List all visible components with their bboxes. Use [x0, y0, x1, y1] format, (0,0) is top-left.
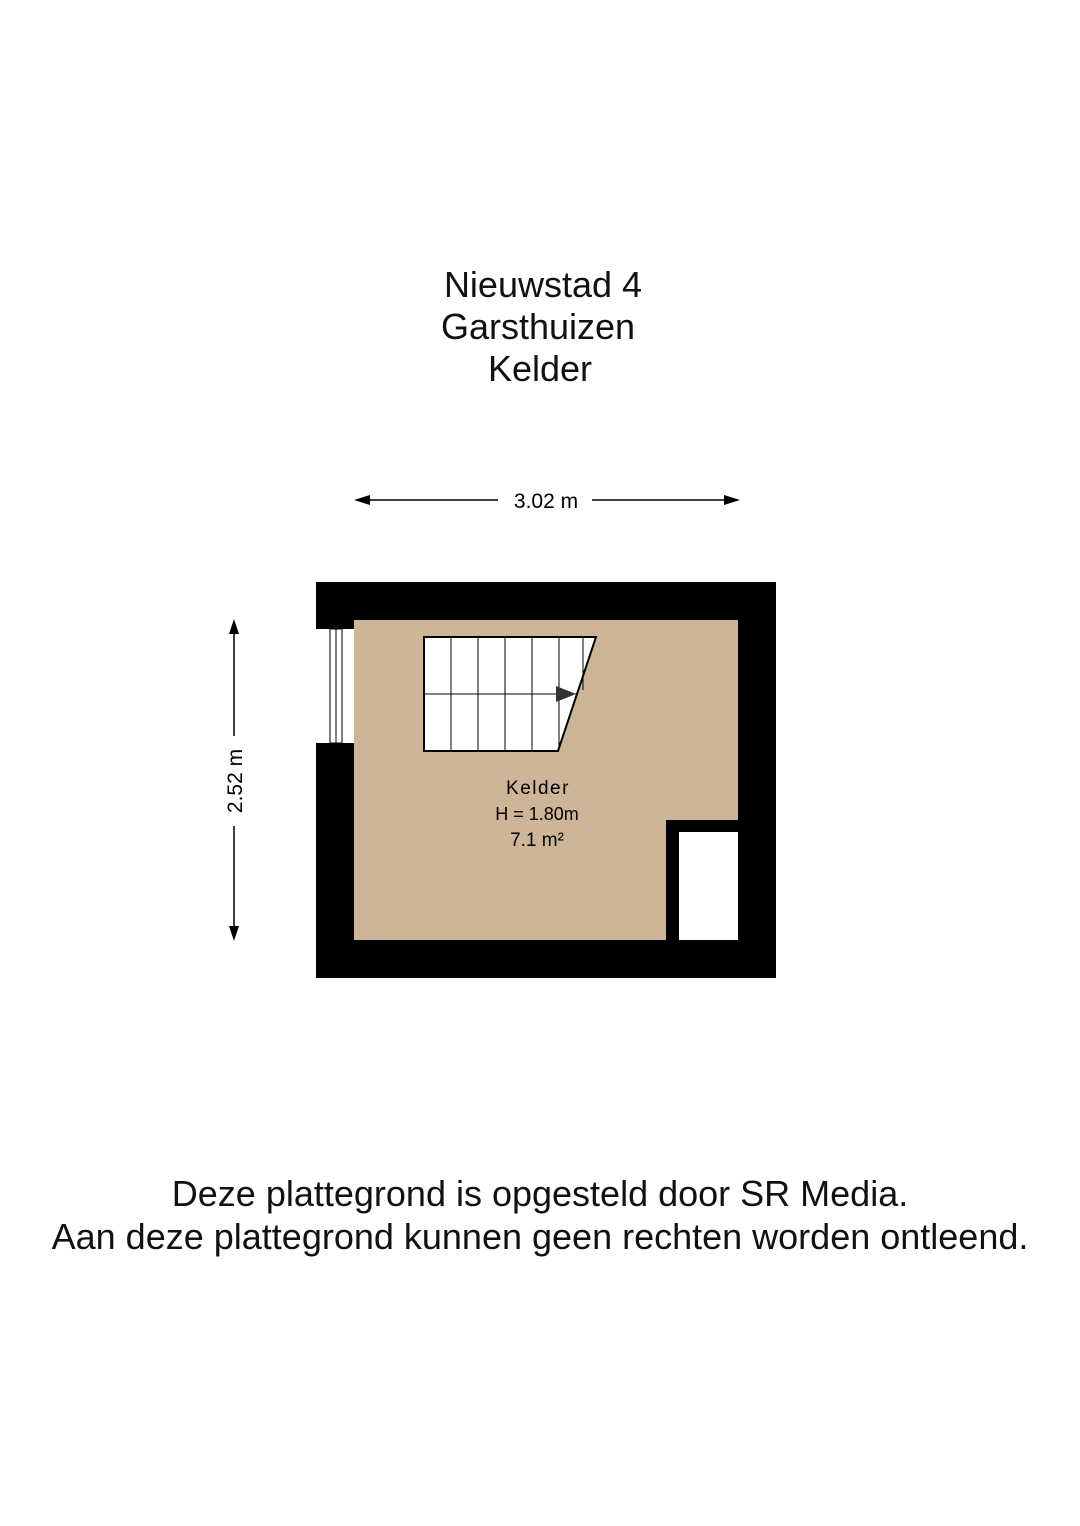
arrow-down-icon [229, 926, 239, 941]
arrow-left-icon [354, 495, 370, 505]
footer-credit: Deze plattegrond is opgesteld door SR Media. [171, 1173, 909, 1214]
width-dimension [354, 490, 740, 513]
room-ceiling-height: H = 1.80m [495, 804, 579, 824]
arrow-up-icon [229, 619, 239, 634]
address-title: Nieuwstad 4 [443, 264, 643, 305]
floor-title: Kelder [487, 348, 593, 389]
height-dimension [224, 619, 247, 941]
height-label: 2.52 m [224, 748, 247, 814]
width-label: 3.02 m [513, 490, 579, 513]
room-area: 7.1 m² [510, 830, 564, 851]
room-name: Kelder [506, 778, 570, 799]
arrow-right-icon [724, 495, 740, 505]
window [316, 629, 354, 743]
footer-disclaimer: Aan deze plattegrond kunnen geen rechten worden ontleend. [51, 1216, 1029, 1257]
city-title: Garsthuizen [440, 306, 636, 347]
niche [679, 832, 738, 940]
